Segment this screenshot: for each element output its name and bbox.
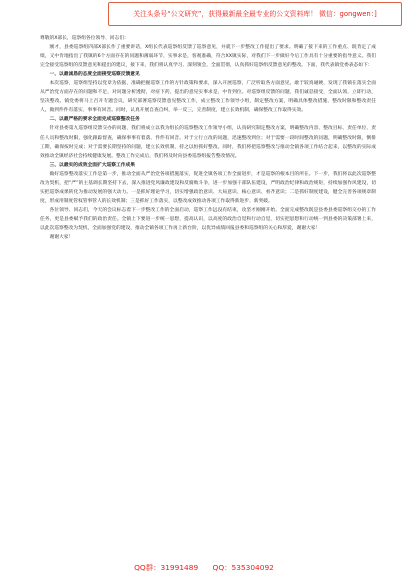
salutation: 尊敬的X部长，巡察组各位领导、同志们： [40, 36, 129, 41]
thanks-line: 谢谢大家！ [49, 235, 74, 241]
section-heading-2: 二、以最严格的要求全面完成巡察整改任务 [49, 117, 140, 123]
section-heading-3: 三、以最实的成效全面扩大巡察工作成果 [49, 162, 136, 168]
document-body [40, 34, 376, 242]
promo-banner: 关注头条号“公文研究”，获得最新最全最专业的公文资料库！ 微信：gongwen：] [108, 2, 402, 26]
section-body-3: 做好巡察整改落实工作是第一步，推动全面从严治党各项措施落实，促进全镇各项工作全面进步，才是巡察的根本目的所在。下一步，我们将以此次巡察整改为契机，把“严”的主基调长期坚持下去，深入推进党风廉政建设和反腐败斗争，进一步加强干部队伍建设，严明政治纪律和政治规矩，持续加强作风建设，切实把巡察成果转化为推动发展的强大动力。一是抓好理论学习，切实增强政治意识、大局意识、核心意识、看齐意识；二是抓好制度建设，健全完善各项规章制度，形成用制度管权管事管人的长效机制；三是抓好工作落实，以整改成效推动各项工作取得新进步、新突破。 [40, 171, 376, 204]
section-body-2: 针对县委第九巡察组反馈交办的问题，我们将成立以我为组长的巡察整改工作领导小组，认真研究制定整改方案，明确整改内容、整改目标、责任单位、责任人员和整改时限，强化跟踪督查，确保事事有着落、件件有回音。对于立行立改的问题，迅速整改到位；对于需要一段时间整改的问题，明确整改时限，倒排工期，确保按时完成；对于需要长期坚持的问题，建立长效机制，持之以恒抓好整改。同时，我们将把巡察整改与推动全镇各项工作结合起来，以整改的实际成效推动全镇经济社会持续健康发展。整改工作完成后，我们将及时向县委巡察组报告整改情况。 [40, 126, 376, 159]
closing-paragraph: 各位领导、同志们，今天的会议标志着下一步整改工作的全面启动，巡察工作远没有结束，攻坚才刚刚开始。全面完成整改既是县委县委巡察组交办的工作任务，更是县委赋予我们的政治责任。全镇上下要进一步统一思想，提高认识，以高度的政治自觉和行动自觉，切实把思想和行动统一到县委的决策部署上来，以此次巡察整改为契机，全面加强党的建设，推动全镇各项工作再上新台阶，以优异成绩回报县委和巡察组的关心和厚爱，谢谢大家！ [40, 207, 376, 231]
qq-group: QQ群：31991489 [134, 563, 199, 572]
intro-paragraph: 刚才，县委巡察组四部X部长作了重要讲话，X组长代表巡察组反馈了巡察意见，并就下一步整改工作提出了要求。明确了接下来的工作重点、既肯定了成绩，又中肯地指出了我镇的6个方面存在的问题和薄弱环节，实事求是，客观准确，符合XX镇实际，对我们下一步做好今后工作具有十分重要的指导意义。我们完全接受巡察组的反馈意见和提出的建议，接下来，我们将认真学习、深刻领会，全面贯彻，认真抓好巡察组反馈意见的整改。下面，我代表镇党委表态如下： [40, 45, 376, 69]
section-heading-1: 一、以最诚恳的态度全面接受巡察反馈意见 [49, 72, 140, 78]
qq-number: QQ：535304092 [212, 563, 274, 572]
contact-footer [0, 560, 408, 576]
section-body-1: 本次巡察，巡察组坚持以党章为依据，准确把握巡察工作的方针政策和要求，深入开展巡察，广泛听取各方面意见，敢于较真碰硬，发现了我镇在落实全面从严治党方面存在的问题和不足，对问题分析透彻，对症下药，提出的意见实事求是，中肯到位。对巡察组反馈的问题，我们诚恳接受，全面认领，立即行动，坚决整改。镇党委将马上召开专题会议，研究部署巡察反馈意见整改工作，成立整改工作领导小组，制定整改方案，明确具体整改措施、整改时限和整改责任人，做到件件有落实、事事有回音。同时，认真开展自查自纠，举一反三，完善制度，建立长效机制，确保整改工作取得实效。 [40, 81, 376, 114]
